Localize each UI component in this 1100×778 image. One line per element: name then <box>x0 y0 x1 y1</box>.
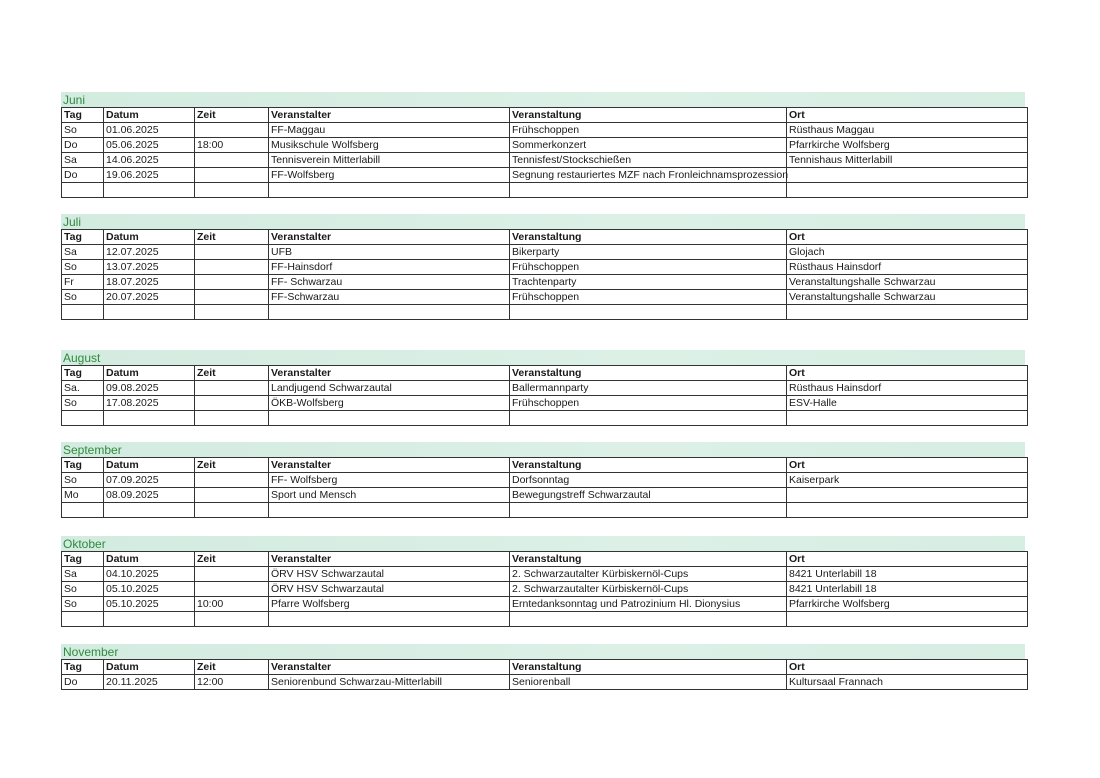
month-heading: August <box>61 350 1025 365</box>
cell-tag: So <box>62 473 104 488</box>
header-veranstalter: Veranstalter <box>269 230 510 245</box>
cell-zeit <box>195 275 269 290</box>
cell-veranstalter: FF-Wolfsberg <box>269 168 510 183</box>
table-row <box>62 168 1028 183</box>
cell-veranstalter: UFB <box>269 245 510 260</box>
table-row <box>62 153 1028 168</box>
month-heading: Juli <box>61 214 1025 229</box>
cell-ort: Veranstaltungshalle Schwarzau <box>787 290 1028 305</box>
cell-tag: Sa. <box>62 381 104 396</box>
cell-datum <box>104 503 195 518</box>
table-row <box>62 411 1028 426</box>
cell-tag <box>62 183 104 198</box>
cell-ort: Veranstaltungshalle Schwarzau <box>787 275 1028 290</box>
cell-datum: 19.06.2025 <box>104 168 195 183</box>
cell-datum: 08.09.2025 <box>104 488 195 503</box>
table-header-row <box>62 230 1028 245</box>
table-header-row <box>62 108 1028 123</box>
cell-veranstalter <box>269 612 510 627</box>
cell-veranstalter: Seniorenbund Schwarzau-Mitterlabill <box>269 675 510 690</box>
table-header-row <box>62 366 1028 381</box>
cell-datum <box>104 612 195 627</box>
cell-tag: Mo <box>62 488 104 503</box>
header-veranstaltung: Veranstaltung <box>510 660 787 675</box>
header-zeit: Zeit <box>195 552 269 567</box>
table-header-row <box>62 660 1028 675</box>
table-row <box>62 597 1028 612</box>
header-veranstalter: Veranstalter <box>269 108 510 123</box>
cell-datum: 05.10.2025 <box>104 597 195 612</box>
table-row <box>62 245 1028 260</box>
table-row <box>62 582 1028 597</box>
header-ort: Ort <box>787 230 1028 245</box>
header-tag: Tag <box>62 366 104 381</box>
cell-tag: Sa <box>62 567 104 582</box>
cell-veranstaltung: Frühschoppen <box>510 260 787 275</box>
cell-datum <box>104 305 195 320</box>
cell-datum: 14.06.2025 <box>104 153 195 168</box>
month-heading: November <box>61 644 1025 659</box>
month-heading: September <box>61 442 1025 457</box>
table-row <box>62 488 1028 503</box>
header-datum: Datum <box>104 108 195 123</box>
cell-zeit <box>195 488 269 503</box>
month-section <box>61 350 1027 426</box>
header-zeit: Zeit <box>195 366 269 381</box>
cell-veranstaltung: Sommerkonzert <box>510 138 787 153</box>
cell-tag: Do <box>62 138 104 153</box>
cell-zeit <box>195 168 269 183</box>
cell-ort <box>787 168 1028 183</box>
header-veranstalter: Veranstalter <box>269 366 510 381</box>
cell-datum: 01.06.2025 <box>104 123 195 138</box>
cell-veranstaltung: 2. Schwarzautalter Kürbiskernöl-Cups <box>510 567 787 582</box>
header-veranstaltung: Veranstaltung <box>510 458 787 473</box>
cell-zeit <box>195 582 269 597</box>
table-header-row <box>62 458 1028 473</box>
cell-zeit <box>195 305 269 320</box>
cell-veranstaltung: Segnung restauriertes MZF nach Fronleichnamsprozession <box>510 168 787 183</box>
cell-ort: Glojach <box>787 245 1028 260</box>
cell-veranstaltung: Frühschoppen <box>510 290 787 305</box>
cell-zeit <box>195 396 269 411</box>
cell-ort: Rüsthaus Maggau <box>787 123 1028 138</box>
cell-zeit <box>195 567 269 582</box>
cell-ort: Rüsthaus Hainsdorf <box>787 381 1028 396</box>
cell-ort: ESV-Halle <box>787 396 1028 411</box>
header-tag: Tag <box>62 552 104 567</box>
header-zeit: Zeit <box>195 230 269 245</box>
header-tag: Tag <box>62 660 104 675</box>
cell-veranstalter: Tennisverein Mitterlabill <box>269 153 510 168</box>
table-row <box>62 305 1028 320</box>
cell-veranstalter: ÖKB-Wolfsberg <box>269 396 510 411</box>
cell-veranstalter <box>269 183 510 198</box>
cell-veranstaltung <box>510 305 787 320</box>
cell-veranstaltung: Ballermannparty <box>510 381 787 396</box>
cell-datum <box>104 411 195 426</box>
cell-ort: Pfarrkirche Wolfsberg <box>787 138 1028 153</box>
month-heading: Juni <box>61 92 1025 107</box>
header-veranstaltung: Veranstaltung <box>510 108 787 123</box>
cell-datum: 07.09.2025 <box>104 473 195 488</box>
cell-tag <box>62 503 104 518</box>
cell-datum: 05.06.2025 <box>104 138 195 153</box>
month-heading: Oktober <box>61 536 1025 551</box>
cell-datum: 20.11.2025 <box>104 675 195 690</box>
cell-zeit <box>195 473 269 488</box>
cell-veranstalter: ÖRV HSV Schwarzautal <box>269 582 510 597</box>
events-table <box>61 457 1028 518</box>
header-veranstaltung: Veranstaltung <box>510 366 787 381</box>
table-row <box>62 567 1028 582</box>
header-zeit: Zeit <box>195 108 269 123</box>
cell-tag: So <box>62 582 104 597</box>
cell-tag: Do <box>62 168 104 183</box>
cell-zeit <box>195 245 269 260</box>
cell-ort: Kaiserpark <box>787 473 1028 488</box>
month-section <box>61 214 1027 320</box>
table-row <box>62 473 1028 488</box>
cell-veranstalter: Pfarre Wolfsberg <box>269 597 510 612</box>
cell-zeit: 18:00 <box>195 138 269 153</box>
cell-zeit <box>195 612 269 627</box>
table-row <box>62 503 1028 518</box>
cell-veranstaltung <box>510 503 787 518</box>
cell-veranstaltung <box>510 411 787 426</box>
cell-datum: 04.10.2025 <box>104 567 195 582</box>
cell-veranstalter: ÖRV HSV Schwarzautal <box>269 567 510 582</box>
cell-veranstaltung <box>510 183 787 198</box>
cell-zeit <box>195 411 269 426</box>
cell-zeit: 12:00 <box>195 675 269 690</box>
cell-tag: Do <box>62 675 104 690</box>
cell-veranstalter <box>269 411 510 426</box>
cell-tag <box>62 305 104 320</box>
cell-tag: Sa <box>62 153 104 168</box>
table-row <box>62 612 1028 627</box>
cell-datum: 20.07.2025 <box>104 290 195 305</box>
events-table <box>61 659 1028 690</box>
cell-veranstalter <box>269 305 510 320</box>
cell-ort: Kultursaal Frannach <box>787 675 1028 690</box>
cell-zeit <box>195 503 269 518</box>
cell-tag <box>62 612 104 627</box>
events-table <box>61 229 1028 320</box>
cell-tag: So <box>62 597 104 612</box>
header-veranstalter: Veranstalter <box>269 660 510 675</box>
cell-veranstalter: Landjugend Schwarzautal <box>269 381 510 396</box>
cell-ort: Pfarrkirche Wolfsberg <box>787 597 1028 612</box>
cell-tag: So <box>62 260 104 275</box>
cell-datum: 13.07.2025 <box>104 260 195 275</box>
cell-zeit <box>195 260 269 275</box>
cell-veranstaltung: 2. Schwarzautalter Kürbiskernöl-Cups <box>510 582 787 597</box>
cell-veranstalter: FF-Hainsdorf <box>269 260 510 275</box>
cell-ort: 8421 Unterlabill 18 <box>787 567 1028 582</box>
table-row <box>62 275 1028 290</box>
month-section <box>61 536 1027 627</box>
cell-datum: 05.10.2025 <box>104 582 195 597</box>
cell-tag <box>62 411 104 426</box>
cell-veranstaltung: Seniorenball <box>510 675 787 690</box>
table-row <box>62 260 1028 275</box>
cell-veranstalter: FF- Wolfsberg <box>269 473 510 488</box>
cell-veranstaltung: Frühschoppen <box>510 123 787 138</box>
cell-veranstaltung: Bikerparty <box>510 245 787 260</box>
header-veranstalter: Veranstalter <box>269 458 510 473</box>
month-section <box>61 644 1027 690</box>
header-veranstaltung: Veranstaltung <box>510 552 787 567</box>
header-ort: Ort <box>787 552 1028 567</box>
cell-zeit <box>195 153 269 168</box>
events-table <box>61 365 1028 426</box>
cell-tag: Sa <box>62 245 104 260</box>
cell-ort <box>787 612 1028 627</box>
cell-veranstalter: FF-Maggau <box>269 123 510 138</box>
table-row <box>62 290 1028 305</box>
cell-datum: 12.07.2025 <box>104 245 195 260</box>
cell-veranstaltung: Bewegungstreff Schwarzautal <box>510 488 787 503</box>
table-row <box>62 183 1028 198</box>
cell-ort <box>787 488 1028 503</box>
month-section <box>61 92 1027 198</box>
header-ort: Ort <box>787 366 1028 381</box>
cell-zeit <box>195 123 269 138</box>
table-row <box>62 138 1028 153</box>
cell-veranstalter: FF- Schwarzau <box>269 275 510 290</box>
cell-tag: So <box>62 123 104 138</box>
cell-ort <box>787 411 1028 426</box>
table-row <box>62 123 1028 138</box>
cell-tag: So <box>62 290 104 305</box>
cell-veranstaltung: Frühschoppen <box>510 396 787 411</box>
table-row <box>62 675 1028 690</box>
header-ort: Ort <box>787 660 1028 675</box>
header-ort: Ort <box>787 108 1028 123</box>
header-datum: Datum <box>104 552 195 567</box>
cell-ort <box>787 183 1028 198</box>
cell-datum <box>104 183 195 198</box>
cell-veranstalter: Sport und Mensch <box>269 488 510 503</box>
cell-veranstaltung: Tennisfest/Stockschießen <box>510 153 787 168</box>
header-datum: Datum <box>104 366 195 381</box>
cell-ort <box>787 503 1028 518</box>
cell-datum: 17.08.2025 <box>104 396 195 411</box>
table-header-row <box>62 552 1028 567</box>
cell-veranstalter: Musikschule Wolfsberg <box>269 138 510 153</box>
header-zeit: Zeit <box>195 458 269 473</box>
month-section <box>61 442 1027 518</box>
header-veranstaltung: Veranstaltung <box>510 230 787 245</box>
cell-zeit: 10:00 <box>195 597 269 612</box>
cell-zeit <box>195 290 269 305</box>
table-row <box>62 381 1028 396</box>
header-datum: Datum <box>104 230 195 245</box>
cell-zeit <box>195 381 269 396</box>
cell-ort <box>787 305 1028 320</box>
cell-ort: 8421 Unterlabill 18 <box>787 582 1028 597</box>
header-tag: Tag <box>62 108 104 123</box>
cell-ort: Tennishaus Mitterlabill <box>787 153 1028 168</box>
cell-veranstaltung: Erntedanksonntag und Patrozinium Hl. Dionysius <box>510 597 787 612</box>
header-ort: Ort <box>787 458 1028 473</box>
cell-veranstaltung: Dorfsonntag <box>510 473 787 488</box>
header-datum: Datum <box>104 660 195 675</box>
table-row <box>62 396 1028 411</box>
header-zeit: Zeit <box>195 660 269 675</box>
cell-tag: Fr <box>62 275 104 290</box>
events-table <box>61 551 1028 627</box>
cell-veranstalter <box>269 503 510 518</box>
cell-zeit <box>195 183 269 198</box>
cell-ort: Rüsthaus Hainsdorf <box>787 260 1028 275</box>
cell-veranstaltung <box>510 612 787 627</box>
header-tag: Tag <box>62 458 104 473</box>
header-tag: Tag <box>62 230 104 245</box>
cell-datum: 18.07.2025 <box>104 275 195 290</box>
header-veranstalter: Veranstalter <box>269 552 510 567</box>
cell-tag: So <box>62 396 104 411</box>
events-table <box>61 107 1028 198</box>
cell-veranstalter: FF-Schwarzau <box>269 290 510 305</box>
header-datum: Datum <box>104 458 195 473</box>
cell-datum: 09.08.2025 <box>104 381 195 396</box>
cell-veranstaltung: Trachtenparty <box>510 275 787 290</box>
